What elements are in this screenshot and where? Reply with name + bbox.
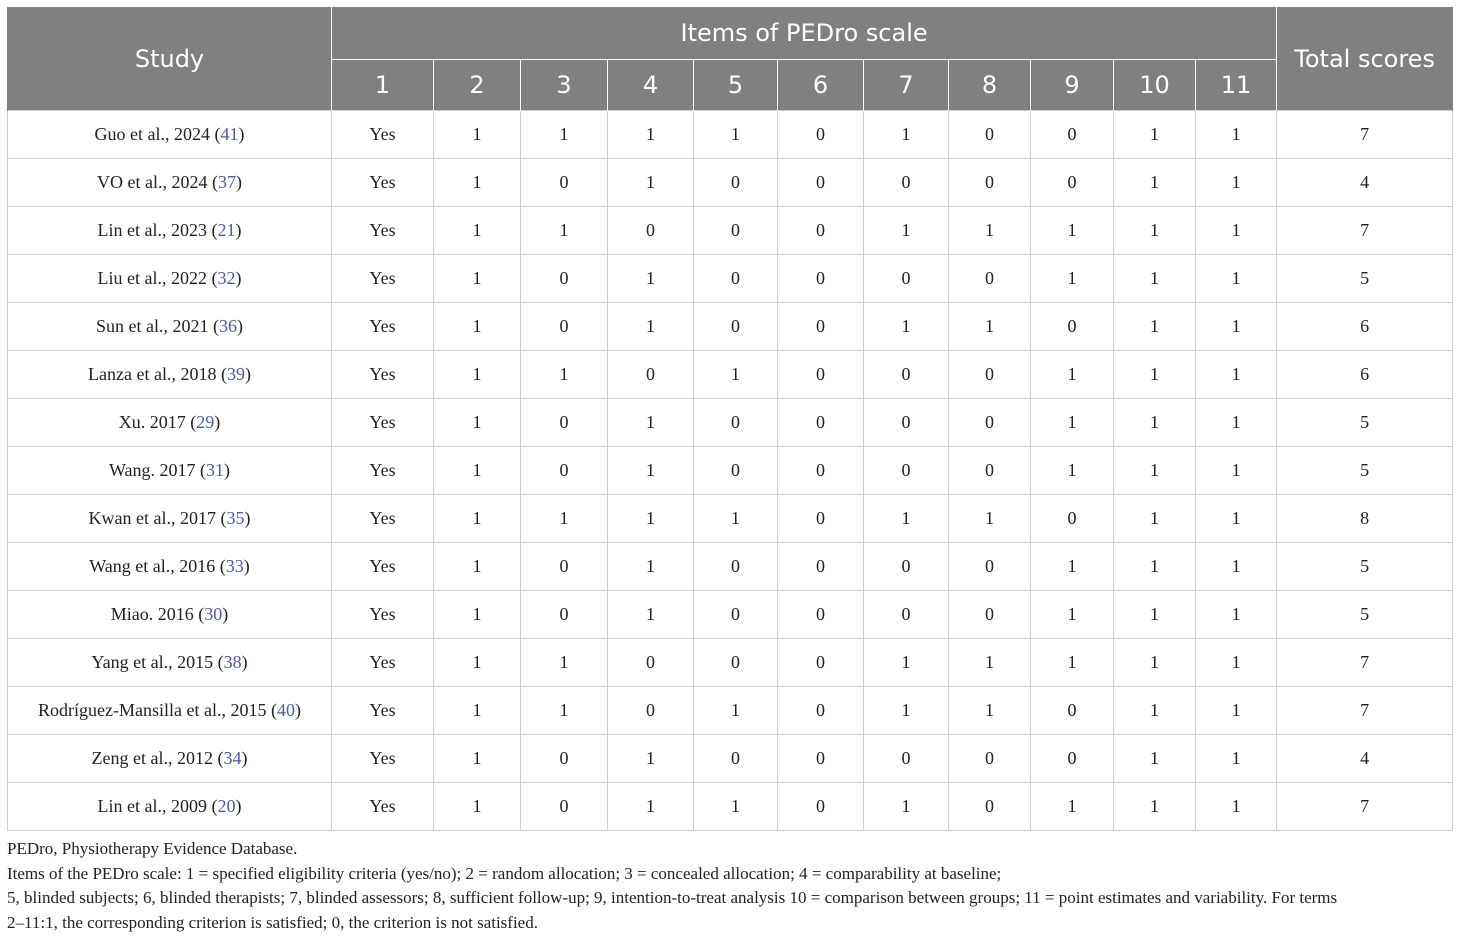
total-score-cell: 5 <box>1277 399 1453 447</box>
study-cell: Rodríguez-Mansilla et al., 2015 (40) <box>8 687 332 735</box>
item-score-cell: 0 <box>949 255 1031 303</box>
item-score-cell: 1 <box>1031 399 1114 447</box>
table-row <box>8 735 1453 783</box>
total-score-cell: 5 <box>1277 543 1453 591</box>
item-score-cell: 0 <box>778 111 864 159</box>
total-score-cell: 7 <box>1277 207 1453 255</box>
table-row <box>8 591 1453 639</box>
reference-link[interactable]: 36 <box>219 316 237 336</box>
item-score-cell: 0 <box>864 255 949 303</box>
study-cell: Liu et al., 2022 (32) <box>8 255 332 303</box>
reference-link[interactable]: 41 <box>220 124 239 144</box>
study-name: VO et al., 2024 <box>97 172 208 192</box>
item-score-cell: 0 <box>778 543 864 591</box>
item-score-cell: 1 <box>1196 159 1277 207</box>
study-name: Lin et al., 2023 <box>97 220 207 240</box>
study-name: Wang. 2017 <box>108 460 196 480</box>
item-score-cell: 0 <box>778 159 864 207</box>
header-study: Study <box>8 7 332 111</box>
item-score-cell: 1 <box>1114 255 1196 303</box>
item-score-cell: 1 <box>1114 735 1196 783</box>
study-cell: Wang et al., 2016 (33) <box>8 543 332 591</box>
item-score-cell: 1 <box>608 495 694 543</box>
study-name: Kwan et al., 2017 <box>88 508 216 528</box>
item-score-cell: 1 <box>608 255 694 303</box>
item-score-cell: 0 <box>521 159 608 207</box>
item-score-cell: 0 <box>949 591 1031 639</box>
header-item-6: 6 <box>778 60 864 111</box>
item-score-cell: 1 <box>434 591 521 639</box>
footnote-items-line-1: Items of the PEDro scale: 1 = specified eligibility criteria (yes/no); 2 = random allocation; 3 = concealed allocation; 4 = comparability at baseline; <box>7 863 1002 883</box>
header-item-11: 11 <box>1196 60 1277 111</box>
item-score-cell: 0 <box>694 399 778 447</box>
item-score-cell: 1 <box>1196 543 1277 591</box>
item-score-cell: 0 <box>608 639 694 687</box>
reference-link[interactable]: 30 <box>204 604 223 624</box>
item-score-cell: 0 <box>694 207 778 255</box>
item-score-cell: 1 <box>1114 399 1196 447</box>
item-score-cell: Yes <box>332 399 434 447</box>
item-score-cell: 1 <box>1114 447 1196 495</box>
item-score-cell: Yes <box>332 255 434 303</box>
table-header <box>8 7 1453 111</box>
item-score-cell: 0 <box>949 543 1031 591</box>
item-score-cell: 1 <box>1196 111 1277 159</box>
item-score-cell: 1 <box>1196 255 1277 303</box>
item-score-cell: 1 <box>434 639 521 687</box>
table-row <box>8 159 1453 207</box>
table-row <box>8 495 1453 543</box>
study-cell: Xu. 2017 (29) <box>8 399 332 447</box>
header-row-group <box>8 7 1453 60</box>
item-score-cell: 0 <box>694 639 778 687</box>
item-score-cell: 1 <box>1114 207 1196 255</box>
item-score-cell: 1 <box>1196 399 1277 447</box>
item-score-cell: 0 <box>1031 303 1114 351</box>
item-score-cell: 0 <box>521 735 608 783</box>
footnote-items-line-3: 2–11:1, the corresponding criterion is satisfied; 0, the criterion is not satisfied. <box>7 912 538 932</box>
total-score-cell: 5 <box>1277 447 1453 495</box>
footnote-abbreviation: PEDro, Physiotherapy Evidence Database. <box>7 839 298 858</box>
item-score-cell: 1 <box>1031 639 1114 687</box>
item-score-cell: 0 <box>778 447 864 495</box>
study-cell: Miao. 2016 (30) <box>8 591 332 639</box>
item-score-cell: 1 <box>694 783 778 831</box>
item-score-cell: 1 <box>521 639 608 687</box>
item-score-cell: 1 <box>608 111 694 159</box>
item-score-cell: 1 <box>1196 687 1277 735</box>
item-score-cell: 1 <box>1196 591 1277 639</box>
item-score-cell: 1 <box>608 399 694 447</box>
reference-link[interactable]: 38 <box>223 652 242 672</box>
item-score-cell: 1 <box>521 207 608 255</box>
table-row <box>8 447 1453 495</box>
item-score-cell: 0 <box>521 543 608 591</box>
item-score-cell: Yes <box>332 543 434 591</box>
item-score-cell: 0 <box>1031 159 1114 207</box>
item-score-cell: Yes <box>332 447 434 495</box>
table-row <box>8 303 1453 351</box>
table-row <box>8 783 1453 831</box>
item-score-cell: 1 <box>1114 639 1196 687</box>
table-row <box>8 543 1453 591</box>
item-score-cell: 1 <box>1031 207 1114 255</box>
study-name: Sun et al., 2021 <box>96 316 209 336</box>
study-name: Yang et al., 2015 <box>91 652 214 672</box>
total-score-cell: 6 <box>1277 351 1453 399</box>
footnote-items-line-2: 5, blinded subjects; 6, blinded therapists; 7, blinded assessors; 8, sufficient follow-up; 9, intention-to-treat analysis 10 = comparison between groups; 11 = point estimates and variability. For terms <box>7 888 1338 907</box>
header-item-5: 5 <box>694 60 778 111</box>
item-score-cell: 0 <box>778 303 864 351</box>
pedro-scale-table <box>7 7 1453 831</box>
item-score-cell: 1 <box>1114 591 1196 639</box>
item-score-cell: 0 <box>778 783 864 831</box>
item-score-cell: 1 <box>864 303 949 351</box>
item-score-cell: 1 <box>1196 735 1277 783</box>
study-name: Miao. 2016 <box>110 604 194 624</box>
total-score-cell: 8 <box>1277 495 1453 543</box>
reference-link[interactable]: 20 <box>217 796 236 816</box>
item-score-cell: 1 <box>1196 639 1277 687</box>
reference-link[interactable]: 40 <box>276 700 295 720</box>
item-score-cell: 1 <box>521 351 608 399</box>
item-score-cell: Yes <box>332 351 434 399</box>
item-score-cell: 1 <box>608 783 694 831</box>
header-item-10: 10 <box>1114 60 1196 111</box>
item-score-cell: 0 <box>778 735 864 783</box>
item-score-cell: 1 <box>1114 783 1196 831</box>
item-score-cell: 0 <box>608 351 694 399</box>
study-cell: Kwan et al., 2017 (35) <box>8 495 332 543</box>
item-score-cell: 1 <box>434 687 521 735</box>
item-score-cell: Yes <box>332 495 434 543</box>
item-score-cell: 0 <box>521 399 608 447</box>
item-score-cell: 1 <box>1196 303 1277 351</box>
total-score-cell: 5 <box>1277 591 1453 639</box>
item-score-cell: 1 <box>434 351 521 399</box>
table-row <box>8 255 1453 303</box>
item-score-cell: 0 <box>864 399 949 447</box>
reference-link[interactable]: 34 <box>223 748 242 768</box>
item-score-cell: 0 <box>694 591 778 639</box>
item-score-cell: 1 <box>864 783 949 831</box>
item-score-cell: 0 <box>864 543 949 591</box>
item-score-cell: 0 <box>778 687 864 735</box>
table-row <box>8 639 1453 687</box>
item-score-cell: 1 <box>949 303 1031 351</box>
item-score-cell: 0 <box>778 351 864 399</box>
study-cell: Lanza et al., 2018 (39) <box>8 351 332 399</box>
item-score-cell: 0 <box>1031 111 1114 159</box>
item-score-cell: 1 <box>434 255 521 303</box>
item-score-cell: 0 <box>949 351 1031 399</box>
item-score-cell: 0 <box>608 687 694 735</box>
item-score-cell: 0 <box>778 207 864 255</box>
study-name: Wang et al., 2016 <box>89 556 216 576</box>
item-score-cell: 1 <box>1114 159 1196 207</box>
study-cell: Lin et al., 2023 (21) <box>8 207 332 255</box>
item-score-cell: 1 <box>864 207 949 255</box>
item-score-cell: 0 <box>694 735 778 783</box>
item-score-cell: 1 <box>434 399 521 447</box>
table-footnotes <box>7 837 1452 935</box>
item-score-cell: Yes <box>332 303 434 351</box>
item-score-cell: 1 <box>949 639 1031 687</box>
study-name: Xu. 2017 <box>118 412 186 432</box>
reference-link[interactable]: 35 <box>226 508 245 528</box>
item-score-cell: 1 <box>694 687 778 735</box>
item-score-cell: 0 <box>949 159 1031 207</box>
reference-link[interactable]: 33 <box>225 556 244 576</box>
item-score-cell: 0 <box>694 159 778 207</box>
item-score-cell: 1 <box>434 207 521 255</box>
table-row <box>8 111 1453 159</box>
total-score-cell: 7 <box>1277 783 1453 831</box>
item-score-cell: 1 <box>864 111 949 159</box>
item-score-cell: 0 <box>1031 687 1114 735</box>
header-item-1: 1 <box>332 60 434 111</box>
item-score-cell: 1 <box>608 735 694 783</box>
total-score-cell: 4 <box>1277 159 1453 207</box>
item-score-cell: Yes <box>332 207 434 255</box>
study-cell: Sun et al., 2021 (36) <box>8 303 332 351</box>
item-score-cell: 1 <box>1031 543 1114 591</box>
item-score-cell: 0 <box>521 783 608 831</box>
header-item-8: 8 <box>949 60 1031 111</box>
header-items-group: Items of PEDro scale <box>332 7 1277 60</box>
item-score-cell: 0 <box>864 591 949 639</box>
item-score-cell: Yes <box>332 591 434 639</box>
study-name: Lin et al., 2009 <box>97 796 207 816</box>
study-cell: Zeng et al., 2012 (34) <box>8 735 332 783</box>
item-score-cell: 0 <box>949 111 1031 159</box>
item-score-cell: 1 <box>608 591 694 639</box>
reference-link[interactable]: 31 <box>206 460 225 480</box>
item-score-cell: 0 <box>694 447 778 495</box>
item-score-cell: 1 <box>608 303 694 351</box>
item-score-cell: 1 <box>521 111 608 159</box>
reference-link[interactable]: 29 <box>196 412 215 432</box>
item-score-cell: 0 <box>608 207 694 255</box>
item-score-cell: 1 <box>949 207 1031 255</box>
item-score-cell: 0 <box>778 255 864 303</box>
item-score-cell: 1 <box>1196 783 1277 831</box>
table-container <box>7 7 1452 935</box>
study-cell: Yang et al., 2015 (38) <box>8 639 332 687</box>
item-score-cell: 1 <box>949 495 1031 543</box>
item-score-cell: 1 <box>694 351 778 399</box>
study-name: Liu et al., 2022 <box>97 268 207 288</box>
item-score-cell: Yes <box>332 639 434 687</box>
reference-link[interactable]: 39 <box>226 364 245 384</box>
item-score-cell: 1 <box>1114 351 1196 399</box>
item-score-cell: 0 <box>864 735 949 783</box>
study-name: Rodríguez-Mansilla et al., 2015 <box>38 700 267 720</box>
study-cell: Wang. 2017 (31) <box>8 447 332 495</box>
table-row <box>8 687 1453 735</box>
item-score-cell: 1 <box>608 159 694 207</box>
item-score-cell: 1 <box>1114 111 1196 159</box>
study-cell: Guo et al., 2024 (41) <box>8 111 332 159</box>
item-score-cell: 0 <box>864 447 949 495</box>
item-score-cell: Yes <box>332 783 434 831</box>
item-score-cell: 1 <box>1196 351 1277 399</box>
study-name: Zeng et al., 2012 <box>91 748 213 768</box>
item-score-cell: 0 <box>521 591 608 639</box>
reference-link[interactable]: 21 <box>217 220 236 240</box>
item-score-cell: Yes <box>332 735 434 783</box>
item-score-cell: Yes <box>332 687 434 735</box>
item-score-cell: 0 <box>694 543 778 591</box>
item-score-cell: 0 <box>1031 735 1114 783</box>
header-item-4: 4 <box>608 60 694 111</box>
item-score-cell: 0 <box>949 447 1031 495</box>
item-score-cell: 1 <box>521 495 608 543</box>
item-score-cell: 1 <box>1114 495 1196 543</box>
item-score-cell: 0 <box>778 639 864 687</box>
item-score-cell: 0 <box>1031 495 1114 543</box>
item-score-cell: 1 <box>949 687 1031 735</box>
item-score-cell: 1 <box>434 543 521 591</box>
item-score-cell: 1 <box>434 303 521 351</box>
total-score-cell: 5 <box>1277 255 1453 303</box>
item-score-cell: 1 <box>1031 255 1114 303</box>
header-item-2: 2 <box>434 60 521 111</box>
item-score-cell: 1 <box>864 687 949 735</box>
header-item-7: 7 <box>864 60 949 111</box>
item-score-cell: 1 <box>434 495 521 543</box>
item-score-cell: 1 <box>434 735 521 783</box>
item-score-cell: 1 <box>1196 447 1277 495</box>
item-score-cell: 1 <box>864 495 949 543</box>
item-score-cell: 0 <box>521 447 608 495</box>
reference-link[interactable]: 37 <box>217 172 236 192</box>
header-total-scores: Total scores <box>1277 7 1453 111</box>
item-score-cell: 1 <box>608 447 694 495</box>
study-name: Guo et al., 2024 <box>94 124 210 144</box>
item-score-cell: 1 <box>1196 207 1277 255</box>
item-score-cell: 1 <box>521 687 608 735</box>
item-score-cell: 0 <box>949 783 1031 831</box>
item-score-cell: 1 <box>1114 687 1196 735</box>
item-score-cell: 0 <box>778 399 864 447</box>
item-score-cell: 1 <box>1031 783 1114 831</box>
item-score-cell: 1 <box>1031 591 1114 639</box>
item-score-cell: 0 <box>521 255 608 303</box>
study-cell: Lin et al., 2009 (20) <box>8 783 332 831</box>
reference-link[interactable]: 32 <box>217 268 236 288</box>
item-score-cell: 0 <box>694 255 778 303</box>
item-score-cell: 1 <box>434 447 521 495</box>
item-score-cell: 1 <box>1031 351 1114 399</box>
item-score-cell: 1 <box>1114 543 1196 591</box>
item-score-cell: 0 <box>949 399 1031 447</box>
study-cell: VO et al., 2024 (37) <box>8 159 332 207</box>
item-score-cell: 1 <box>694 111 778 159</box>
item-score-cell: 1 <box>694 495 778 543</box>
total-score-cell: 7 <box>1277 639 1453 687</box>
item-score-cell: 1 <box>1031 447 1114 495</box>
header-item-3: 3 <box>521 60 608 111</box>
item-score-cell: 1 <box>864 639 949 687</box>
item-score-cell: 1 <box>608 543 694 591</box>
item-score-cell: 0 <box>521 303 608 351</box>
item-score-cell: Yes <box>332 159 434 207</box>
table-row <box>8 207 1453 255</box>
total-score-cell: 6 <box>1277 303 1453 351</box>
study-name: Lanza et al., 2018 <box>88 364 217 384</box>
item-score-cell: 1 <box>434 783 521 831</box>
total-score-cell: 7 <box>1277 111 1453 159</box>
item-score-cell: 1 <box>434 111 521 159</box>
table-row <box>8 351 1453 399</box>
header-item-9: 9 <box>1031 60 1114 111</box>
item-score-cell: 1 <box>434 159 521 207</box>
item-score-cell: 0 <box>778 591 864 639</box>
item-score-cell: 0 <box>778 495 864 543</box>
item-score-cell: 0 <box>864 159 949 207</box>
item-score-cell: 0 <box>864 351 949 399</box>
item-score-cell: 1 <box>1114 303 1196 351</box>
item-score-cell: 0 <box>694 303 778 351</box>
total-score-cell: 4 <box>1277 735 1453 783</box>
table-row <box>8 399 1453 447</box>
table-body <box>8 111 1453 831</box>
total-score-cell: 7 <box>1277 687 1453 735</box>
item-score-cell: 1 <box>1196 495 1277 543</box>
item-score-cell: Yes <box>332 111 434 159</box>
item-score-cell: 0 <box>949 735 1031 783</box>
